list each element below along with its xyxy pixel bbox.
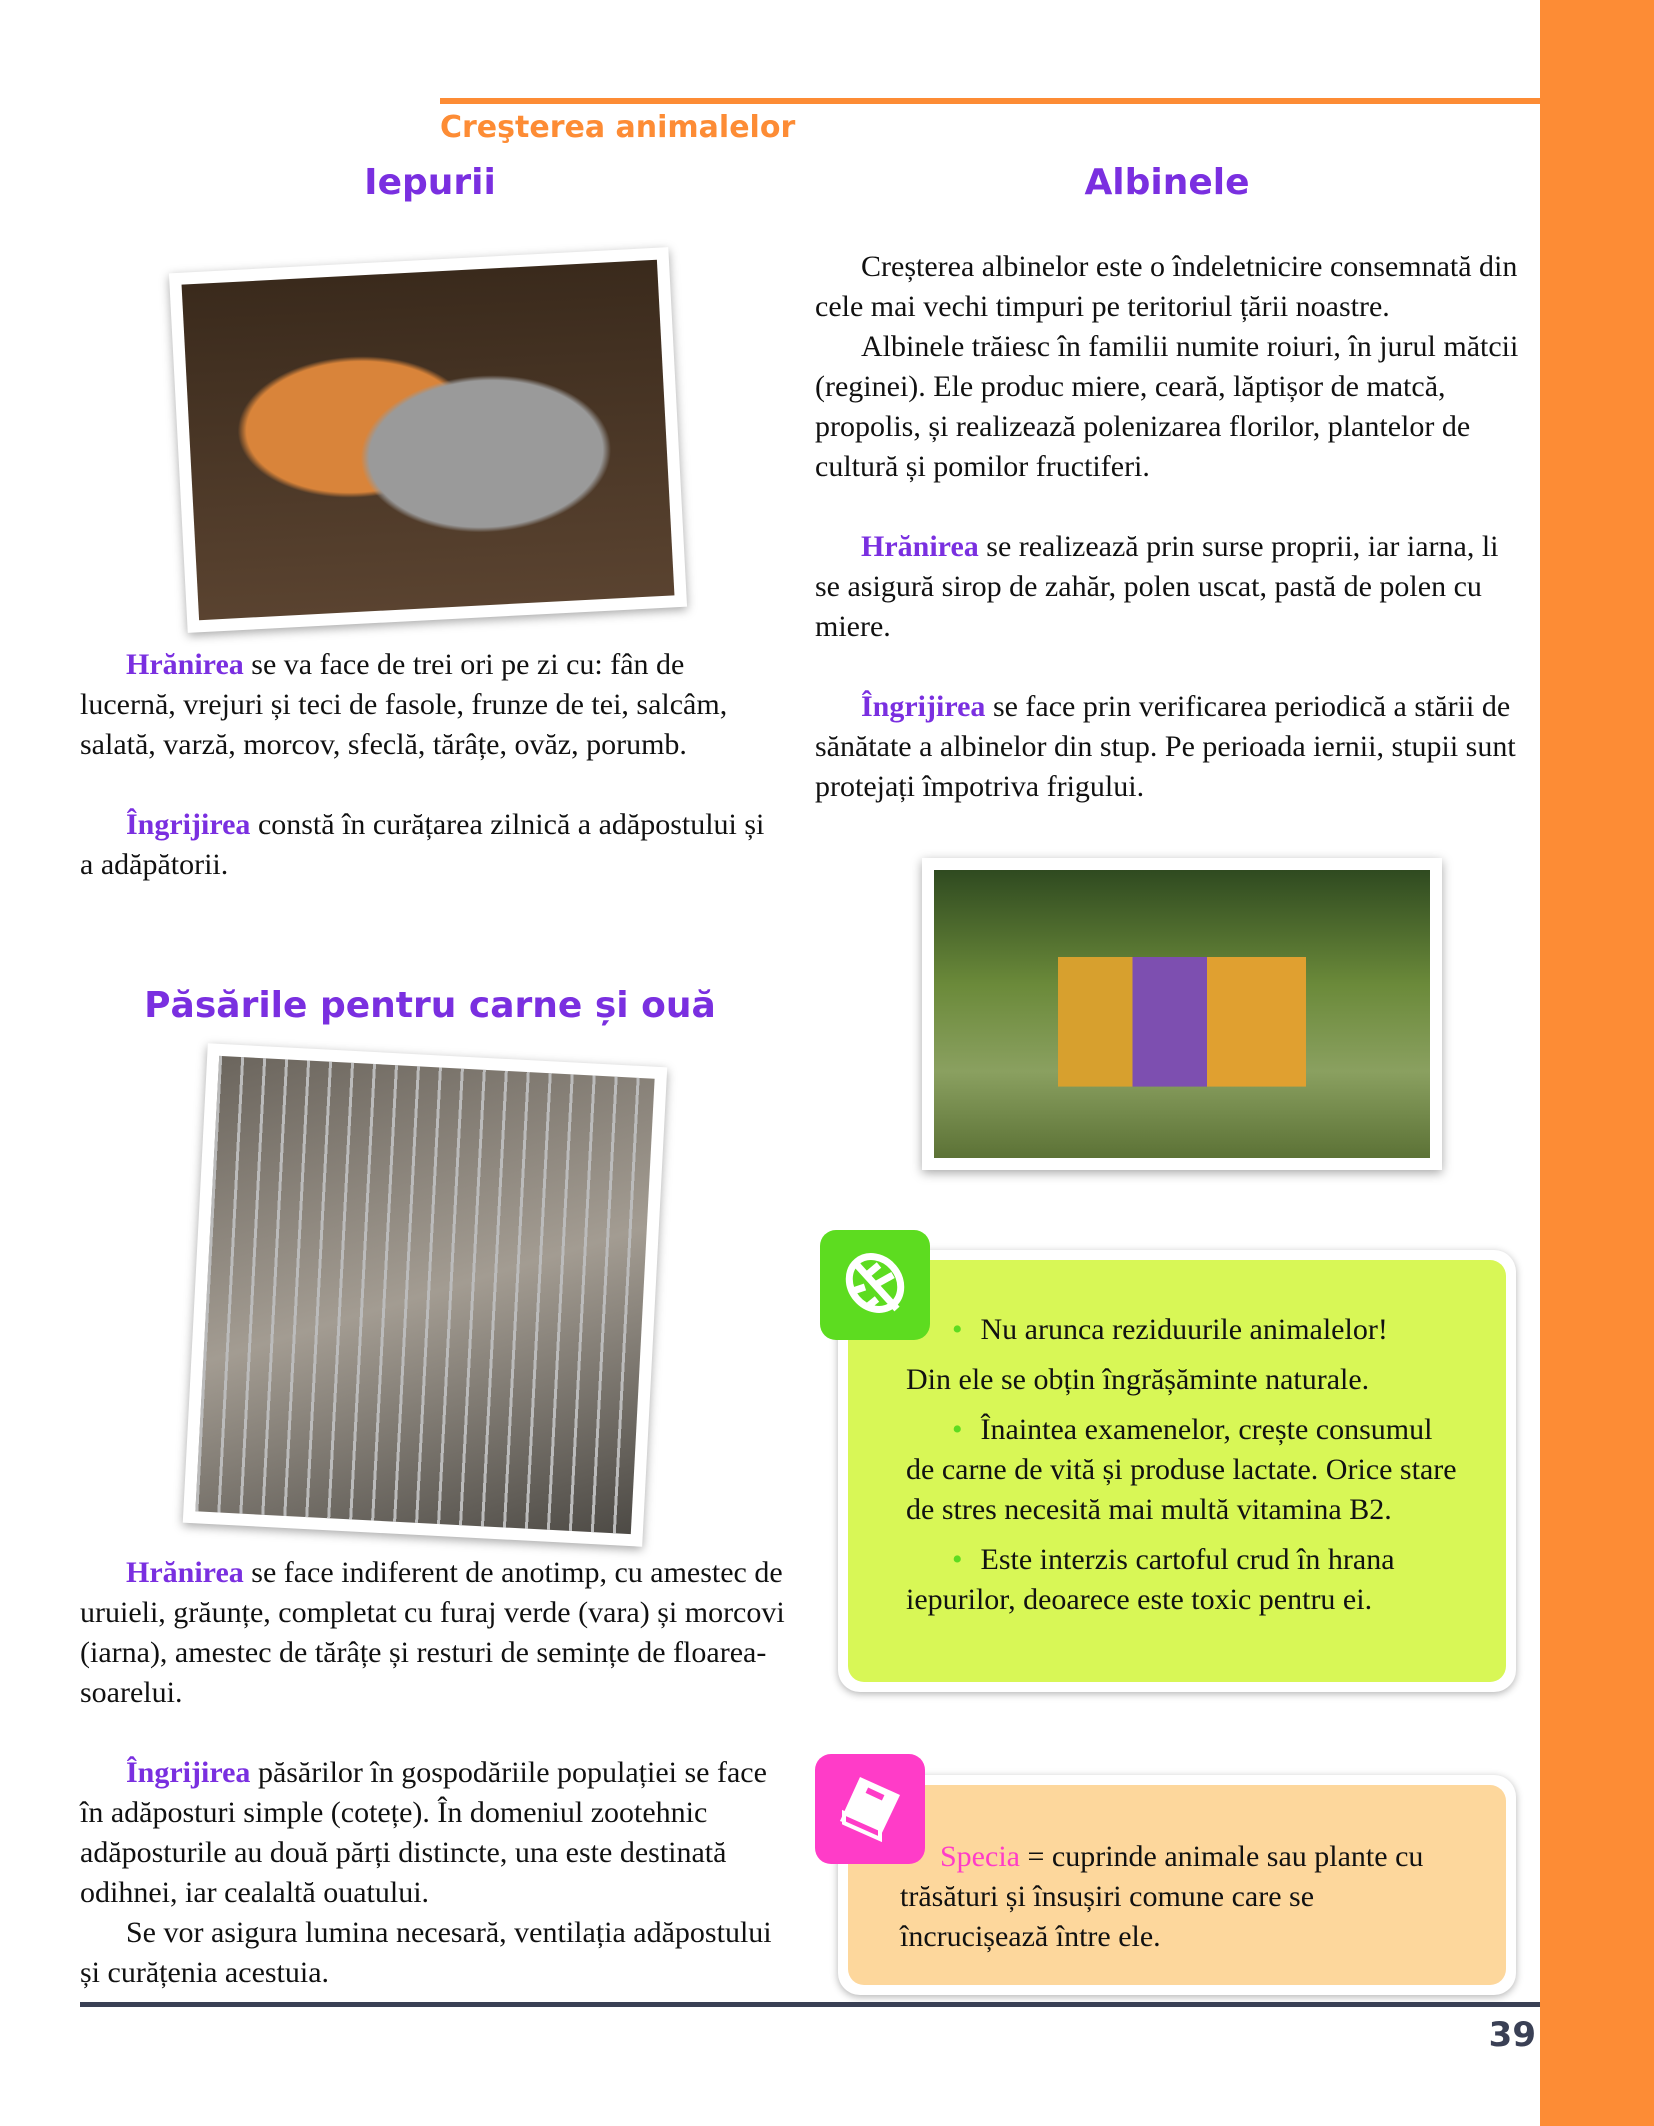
birds-text: Hrănirea se face indiferent de anotimp, cu amestec de uruieli, grăunțe, completat cu furaj verde (vara) și morcovi (iarna), amestec de tărâțe și resturi de semințe de floarea-soarelui. Îngrijirea păsărilor în gospodăriile populației se face în adăposturi simple (cotețe). În domeniul zootehnic adăposturile au două părți distincte, una este destinată odihnei, iar cealaltă ouatului. Se vor asigura lumina necesară, ventilația adăpostului și curățenia acestuia. <box>80 1556 785 1989</box>
birds-photo <box>183 1043 667 1546</box>
header-rule <box>440 98 1540 104</box>
book-icon <box>815 1754 925 1864</box>
tip-item: Nu arunca reziduurile animalelor! <box>980 1313 1388 1346</box>
rabbits-text: Hrănirea se va face de trei ori pe zi cu: fân de lucernă, vrejuri și teci de fasole, frunze de tei, salcâm, salată, varză, morcov, sfeclă, tărâțe, ovăz, porumb. Îngrijirea constă în curățarea zilnică a adăpostului și a adăpătorii. <box>80 648 765 881</box>
footer-rule <box>80 2002 1540 2007</box>
tips-box: • Nu arunca reziduurile animalelor! Din ele se obțin îngrășăminte naturale. • Înaintea examenelor, crește consumul de carne de vită și produse lactate. Orice stare de stres necesită mai multă vitamina B2. • Este interzis cartoful crud în hrana iepurilor, deoarece este toxic pentru ei. <box>838 1250 1516 1692</box>
tip-item: Este interzis cartoful crud în hrana iepurilor, deoarece este toxic pentru ei. <box>906 1543 1395 1616</box>
rabbits-photo <box>169 247 687 633</box>
definition-box: Specia = cuprinde animale sau plante cu trăsături și însușiri comune care se încrucișează între ele. <box>838 1775 1516 1995</box>
bees-text: Creșterea albinelor este o îndeletnicire consemnată din cele mai vechi timpuri pe teritoriul țării noastre. Albinele trăiesc în familii numite roiuri, în jurul mătcii (reginei). Ele produc miere, ceară, lăptișor de matcă, propolis, și realizează polenizarea florilor, plantelor de cultură și pomilor fructiferi. Hrănirea se realizează prin surse proprii, iar iarna, li se asigură sirop de zahăr, polen uscat, pastă de polen cu miere. Îngrijirea se face prin verificarea periodică a stării de sănătate a albinelor din stup. Pe perioada iernii, stupii sunt protejați împotriva frigului. <box>815 250 1519 803</box>
page-number: 39 <box>1488 2015 1536 2055</box>
bees-title: Albinele <box>1084 162 1250 203</box>
chapter-title: Creşterea animalelor <box>440 110 796 145</box>
orange-side-bar <box>1540 0 1654 2126</box>
leaf-icon <box>820 1230 930 1340</box>
rabbits-title: Iepurii <box>364 162 496 203</box>
birds-title: Păsările pentru carne și ouă <box>144 985 716 1026</box>
tip-item: Din ele se obțin îngrășăminte naturale. <box>906 1363 1370 1396</box>
tip-item: Înaintea examenelor, crește consumul de carne de vită și produse lactate. Orice stare de stres necesită mai multă vitamina B2. <box>906 1413 1457 1526</box>
beehives-photo <box>922 858 1442 1170</box>
